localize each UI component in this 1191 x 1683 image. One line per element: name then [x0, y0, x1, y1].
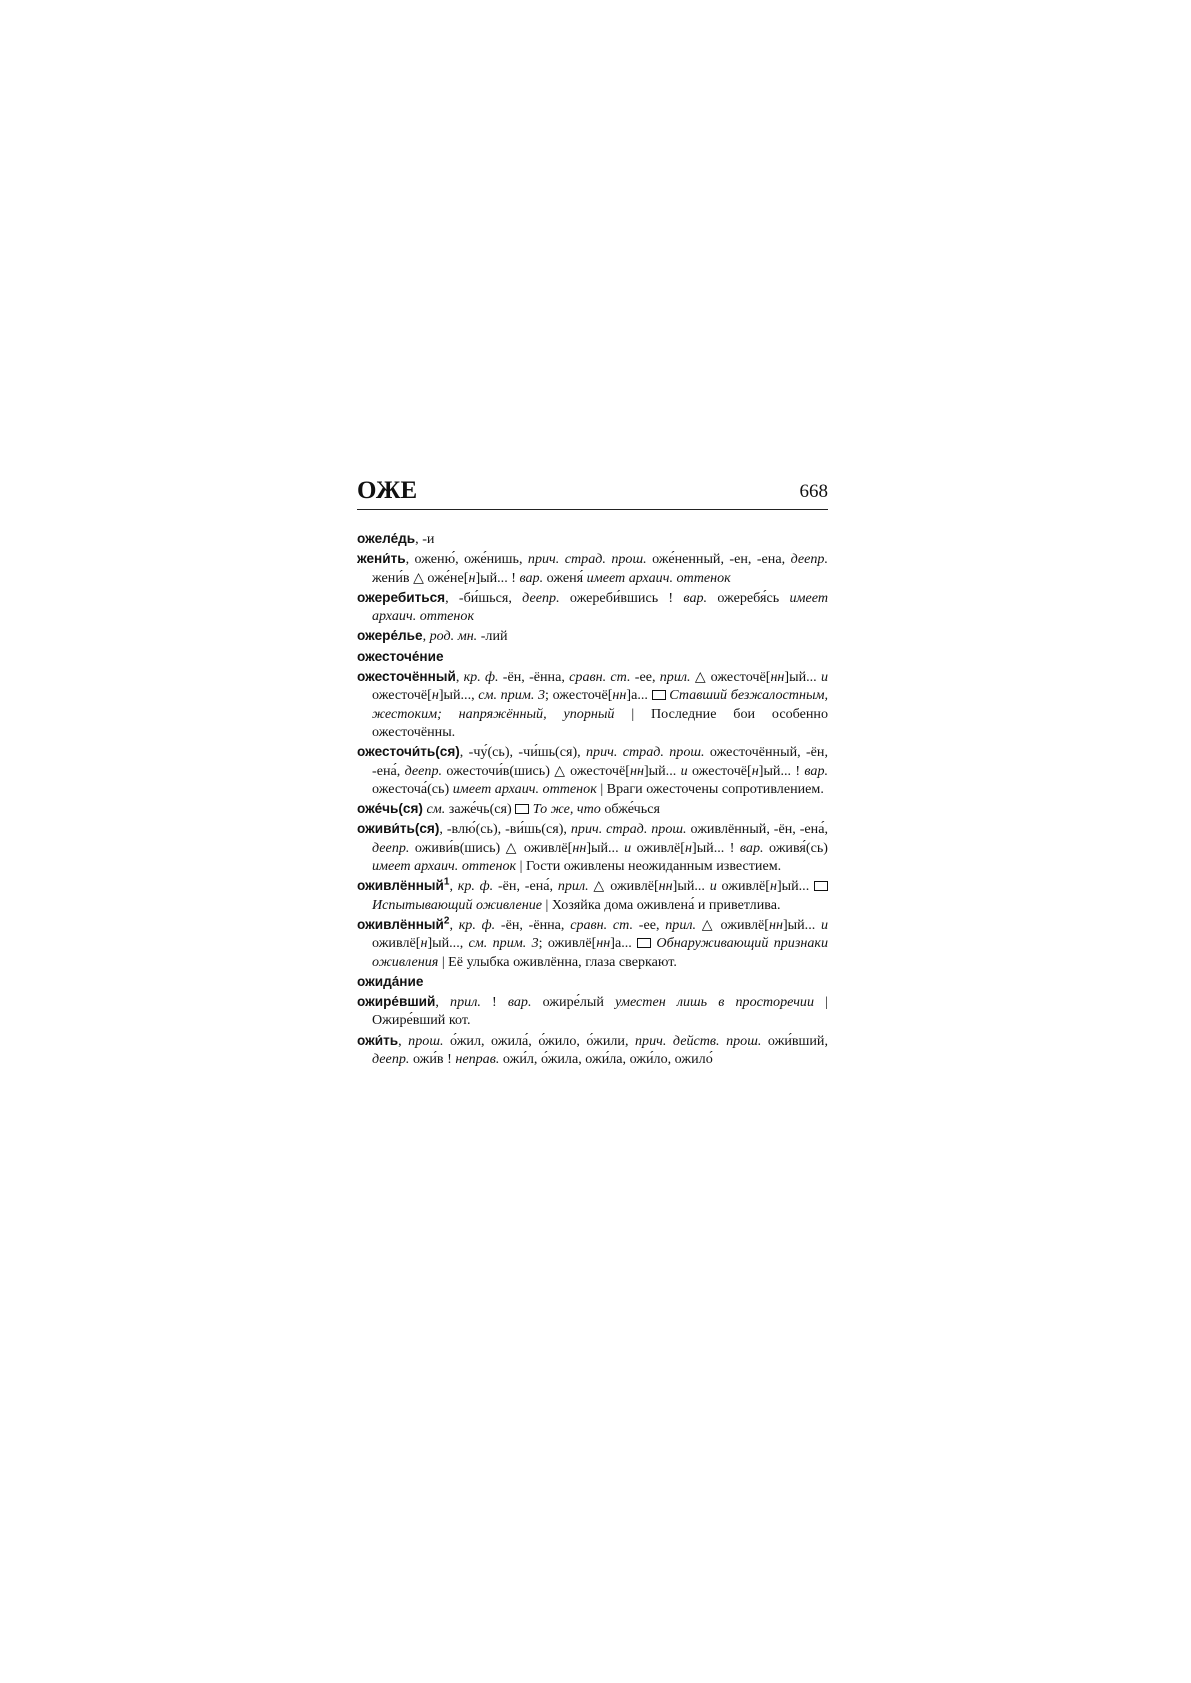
entry-text: ; ожесточё[ — [545, 687, 613, 704]
grammar-note: и — [680, 762, 688, 779]
headword: оживлённый — [357, 916, 444, 932]
entry-text: ]а... — [610, 935, 638, 952]
grammar-note: нн — [768, 916, 783, 933]
entry-text: | Последние бои особенно ожесточённы. — [372, 705, 828, 740]
entry-text: , оженю́, оже́нишь, — [405, 551, 528, 568]
entry-text: | Ожире́вший кот. — [372, 994, 828, 1029]
dictionary-entry-ozhestochenie — [357, 648, 828, 666]
entry-text: , -би́шься, — [445, 589, 523, 606]
grammar-note: вар. — [519, 569, 544, 586]
grammar-note: прил. — [665, 916, 697, 933]
grammar-note: неправ. — [455, 1051, 500, 1068]
grammar-note: и — [624, 839, 632, 856]
grammar-note: н — [468, 569, 476, 586]
entry-text: ]ый..., — [427, 935, 469, 952]
grammar-note: вар. — [683, 589, 708, 606]
headword: ожире́вший — [357, 994, 436, 1010]
grammar-note: н — [420, 935, 428, 952]
dictionary-entry-ozhechsya — [357, 800, 828, 818]
entry-text: , — [449, 878, 458, 895]
entry-text: -ее, — [633, 916, 666, 933]
headword: ожеле́дь — [357, 531, 416, 546]
entry-text: ожесточё[ — [372, 687, 432, 704]
entry-text: оживлё[ — [716, 878, 770, 895]
entry-text: ! — [480, 994, 508, 1011]
definition-box-icon — [652, 690, 666, 700]
grammar-note: уместен лишь в просторечии — [615, 994, 815, 1011]
entry-text: ожи́в ! — [409, 1051, 456, 1068]
grammar-note: деепр. — [790, 551, 828, 568]
entry-text: ; оживлё[ — [538, 935, 597, 952]
entry-text: , -влю́(сь), -ви́шь(ся), — [439, 821, 571, 838]
entry-text: ожесточи́в(шись) △ ожесточё[ — [442, 762, 630, 779]
entry-text: -ён, -ена́, — [493, 878, 558, 895]
entry-text: ]ый... — [643, 762, 681, 779]
entry-text: , — [422, 628, 430, 645]
definition-box-icon — [515, 804, 529, 814]
grammar-note: нн — [612, 687, 627, 704]
grammar-note: Ставший безжалостным, жестоким; напряжённый, упорный — [372, 687, 829, 722]
grammar-note: прич. страд. прош. — [527, 551, 647, 568]
grammar-note: нн — [658, 878, 673, 895]
headword: ожесточи́ть(ся) — [357, 744, 460, 760]
dictionary-entry-ozhenit — [357, 550, 828, 587]
headword: ожи́ть — [357, 1032, 399, 1048]
grammar-note: и — [820, 916, 829, 933]
entry-text: | Её улыбка оживлённа, глаза сверкают. — [438, 953, 677, 970]
entry-text: оживлё[ — [631, 839, 685, 856]
grammar-note: прош. — [408, 1032, 444, 1049]
grammar-note: прич. действ. прош. — [635, 1032, 762, 1049]
grammar-note: н — [769, 878, 777, 895]
entry-text: ожи́л, о́жила, ожи́ла, ожи́ло, ожило́ — [499, 1051, 713, 1068]
headword: ожида́ние — [357, 973, 424, 989]
headword: оживи́ть(ся) — [357, 821, 440, 837]
dictionary-entry-ozheled — [357, 530, 828, 548]
entry-text: , -чу́(сь), -чи́шь(ся), — [459, 744, 586, 761]
grammar-note: То же, что — [532, 801, 601, 818]
entry-text: △ оживлё[ — [588, 878, 659, 895]
entry-text: жени́в △ оже́не[ — [372, 569, 469, 586]
grammar-note: деепр. — [372, 1051, 410, 1068]
entry-text: ]ый... — [672, 878, 710, 895]
grammar-note: деепр. — [372, 839, 410, 856]
grammar-note: кр. ф. — [463, 669, 499, 686]
entry-text: оживи́в(шись) △ оживлё[ — [409, 839, 573, 856]
entry-text: ожесточа́(сь) — [372, 780, 453, 797]
entry-text: ]ый... ! — [692, 839, 740, 856]
entry-text: ]а... — [626, 687, 652, 704]
entry-text: оже́ненный, -ен, -ена, — [646, 551, 791, 568]
dictionary-entry-ozhivlenny2 — [357, 916, 828, 971]
definition-box-icon — [814, 881, 828, 891]
grammar-note: деепр. — [522, 589, 560, 606]
grammar-note: см. прим. 3 — [468, 935, 539, 952]
dictionary-entry-ozhirevshiy — [357, 993, 828, 1030]
entry-text: оживлё[ — [372, 935, 421, 952]
grammar-note: сравн. ст. — [570, 916, 634, 933]
grammar-note: н — [685, 839, 692, 856]
entry-text: ]ый... ! — [758, 762, 805, 779]
grammar-note: имеет архаич. оттенок — [586, 569, 731, 586]
entry-text: | Гости оживлены неожиданным известием. — [516, 858, 782, 875]
entry-text: оживя́(сь) — [763, 839, 828, 856]
grammar-note: прич. страд. прош. — [586, 744, 705, 761]
headword: оже́чь(ся) — [357, 801, 423, 817]
headword: ожесточённый — [357, 669, 456, 685]
headword: жени́ть — [357, 551, 406, 567]
grammar-note: имеет архаич. оттенок — [372, 858, 517, 875]
entry-text: | Враги ожесточены сопротивлением. — [596, 780, 824, 797]
entry-text: -ее, — [630, 669, 660, 686]
entry-text: △ оживлё[ — [696, 916, 769, 933]
entry-text: заже́чь(ся) — [445, 801, 516, 818]
headword: ожесточе́ние — [357, 648, 444, 664]
entry-text: ожире́лый — [531, 994, 616, 1011]
grammar-note: Обнаруживающий признаки оживления — [372, 935, 829, 970]
grammar-note: прич. страд. прош. — [570, 821, 687, 838]
entry-text: ]ый... ! — [475, 569, 520, 586]
dictionary-entry-ozhivlenny1 — [357, 877, 828, 914]
entry-text: ожесточённый, -ён, -ена́, — [372, 744, 828, 779]
grammar-note: и — [709, 878, 717, 895]
grammar-note: н — [751, 762, 759, 779]
grammar-note: см. — [426, 801, 446, 818]
page-number: 668 — [799, 481, 828, 502]
entry-text: -лий — [477, 628, 508, 645]
entry-text: ]ый..., — [438, 687, 479, 704]
entry-text: , -и — [415, 531, 435, 547]
entry-text: | Хозяйка дома оживлена́ и приветлива. — [542, 896, 781, 913]
entry-text: ]ый... — [784, 669, 821, 686]
entry-text: ожесточё[ — [687, 762, 752, 779]
dictionary-entries — [357, 530, 828, 1070]
grammar-note: прил. — [557, 878, 589, 895]
entry-text: оживлённый, -ён, -ена́, — [686, 821, 828, 838]
grammar-note: нн — [572, 839, 587, 856]
dictionary-entry-ozhit — [357, 1032, 828, 1069]
entry-text: обже́чься — [600, 801, 660, 818]
grammar-note: прил. — [450, 994, 481, 1011]
entry-text: △ ожесточё[ — [690, 669, 771, 686]
entry-text: -ён, -ённа, — [495, 916, 571, 933]
grammar-note: и — [820, 669, 828, 686]
dictionary-entry-ozhestochenny — [357, 668, 828, 741]
grammar-note: нн — [770, 669, 785, 686]
dictionary-entry-ozhivitsya — [357, 820, 828, 875]
grammar-note: Испытывающий оживление — [372, 896, 543, 913]
grammar-note: вар. — [507, 994, 532, 1011]
dictionary-entry-ozherebitsya — [357, 589, 828, 626]
entry-text: ]ый... — [776, 878, 814, 895]
entry-text: о́жил, ожила́, о́жило, о́жили, — [443, 1032, 635, 1049]
page-header — [357, 477, 828, 510]
entry-text: , — [455, 669, 464, 686]
grammar-note: нн — [629, 762, 644, 779]
entry-text: ожеребя́сь — [707, 589, 790, 606]
grammar-note: имеет архаич. оттенок — [452, 780, 597, 797]
entry-text: оженя́ — [543, 569, 587, 586]
dictionary-entry-ozhestochitsya — [357, 743, 828, 798]
headword: оживлённый — [357, 878, 444, 894]
grammar-note: н — [431, 687, 439, 704]
grammar-note: нн — [596, 935, 611, 952]
headword: ожеребиться — [357, 589, 446, 605]
grammar-note: кр. ф. — [457, 878, 494, 895]
running-head: ОЖЕ — [357, 477, 418, 504]
entry-text: ]ый... — [586, 839, 625, 856]
grammar-note: деепр. — [404, 762, 443, 779]
dictionary-entry-ozherelie — [357, 627, 828, 645]
homonym-index: 1 — [443, 876, 450, 888]
definition-box-icon — [637, 938, 651, 948]
grammar-note: род. мн. — [429, 628, 478, 645]
grammar-note: имеет архаич. оттенок — [372, 589, 828, 625]
entry-text: , — [435, 994, 451, 1011]
entry-text: ]ый... — [782, 916, 821, 933]
entry-text: ожи́вший, — [761, 1032, 828, 1049]
entry-text: ожереби́вшись ! — [559, 589, 684, 606]
dictionary-entry-ozhidanie — [357, 973, 828, 991]
homonym-index: 2 — [443, 915, 450, 927]
grammar-note: сравн. ст. — [569, 669, 631, 686]
grammar-note: прил. — [659, 669, 691, 686]
entry-text: , — [449, 916, 459, 933]
grammar-note: вар. — [739, 839, 764, 856]
entry-text: -ён, -ённа, — [498, 669, 570, 686]
entry-text: , — [398, 1032, 409, 1049]
grammar-note: кр. ф. — [458, 916, 496, 933]
grammar-note: см. прим. 3 — [478, 687, 546, 704]
headword: ожере́лье — [357, 628, 423, 644]
grammar-note: вар. — [804, 762, 829, 779]
